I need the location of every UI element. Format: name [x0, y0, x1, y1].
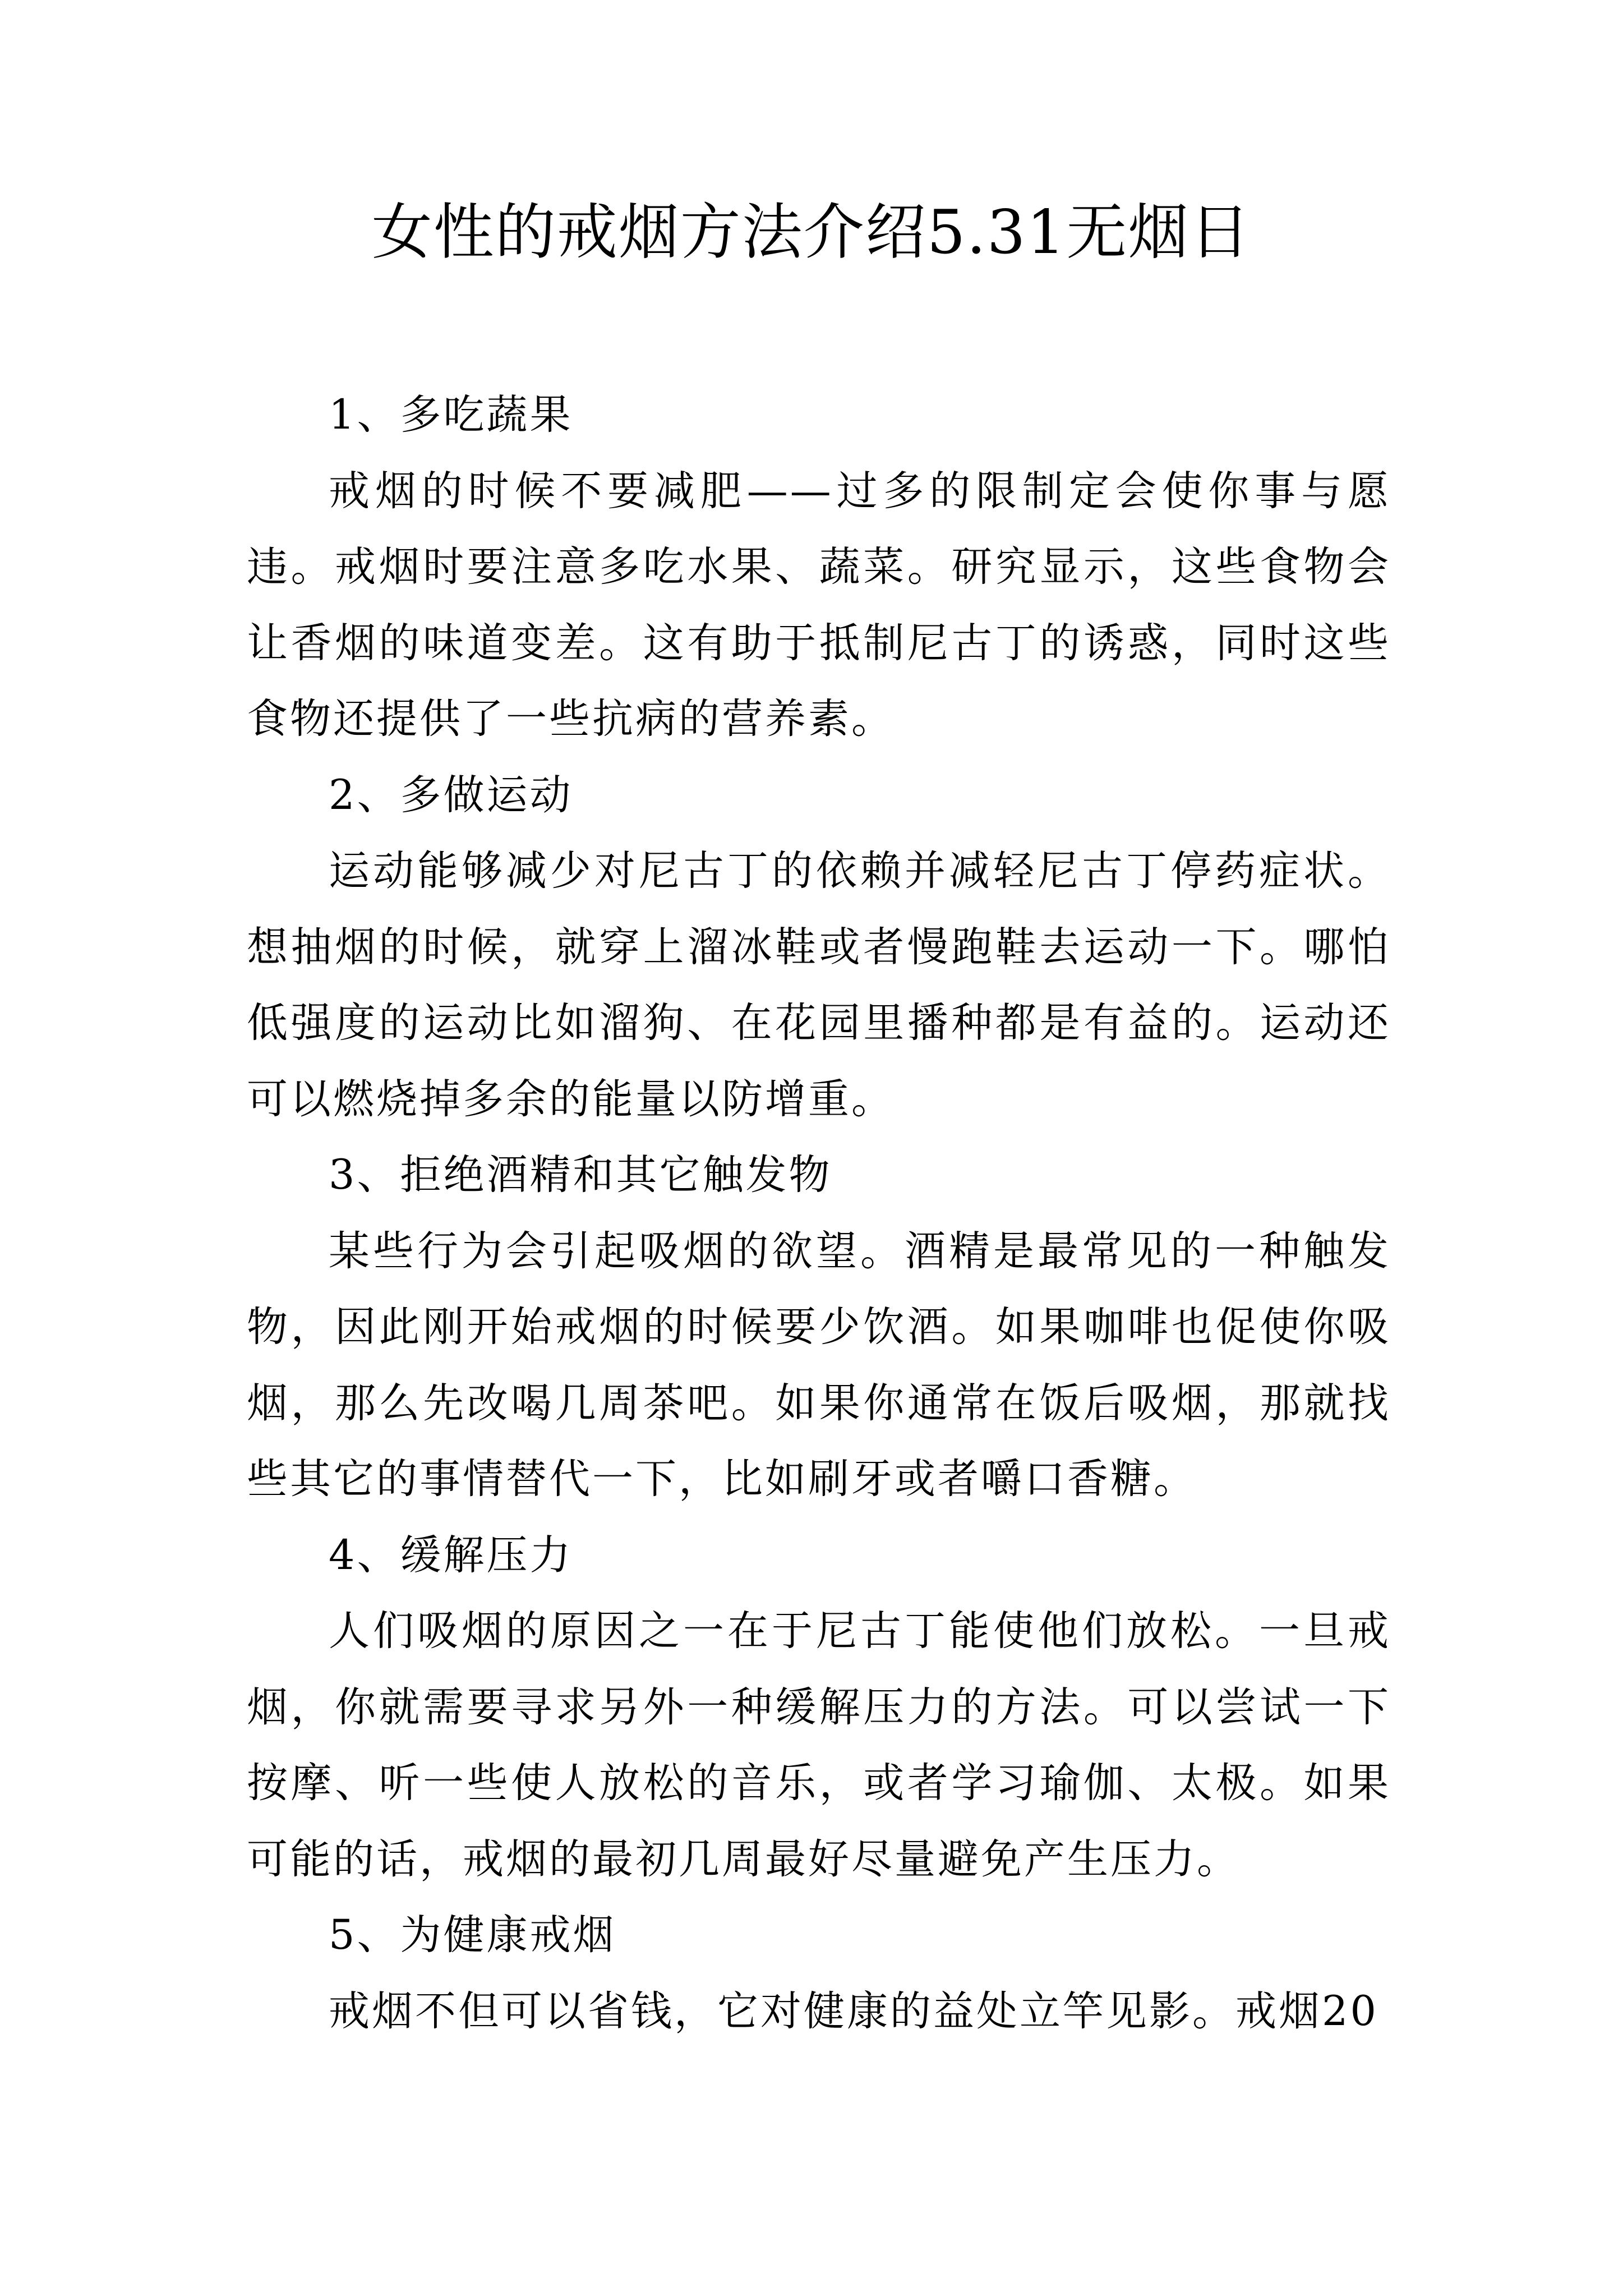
section-heading-1: 1、多吃蔬果 — [329, 391, 573, 439]
body-paragraph-5: 戒烟不但可以省钱，它对健康的益处立竿见影。戒烟20 — [329, 1987, 1378, 2035]
body-paragraph-1: 戒烟的时候不要减肥——过多的限制定会使你事与愿违。戒烟时要注意多吃水果、蔬菜。研究显示，这些食物会让香烟的味道变差。这有助于抵制尼古丁的诱惑，同时这些食物还提供了一些抗病的营养素。 — [247, 467, 1391, 743]
section-heading-2: 2、多做运动 — [329, 771, 573, 819]
section-heading-5: 5、为健康戒烟 — [329, 1911, 616, 1959]
document-title: 女性的戒烟方法介绍5.31无烟日 — [371, 197, 1252, 268]
body-paragraph-4: 人们吸烟的原因之一在于尼古丁能使他们放松。一旦戒烟，你就需要寻求另外一种缓解压力的方法。可以尝试一下按摩、听一些使人放松的音乐，或者学习瑜伽、太极。如果可能的话，戒烟的最初几周最好尽量避免产生压力。 — [247, 1607, 1391, 1883]
section-heading-3: 3、拒绝酒精和其它触发物 — [329, 1151, 832, 1199]
section-heading-4: 4、缓解压力 — [329, 1531, 573, 1579]
document-body — [247, 377, 1391, 2049]
body-paragraph-3: 某些行为会引起吸烟的欲望。酒精是最常见的一种触发物，因此刚开始戒烟的时候要少饮酒。如果咖啡也促使你吸烟，那么先改喝几周茶吧。如果你通常在饭后吸烟，那就找些其它的事情替代一下，比如刷牙或者嚼口香糖。 — [247, 1227, 1391, 1503]
body-paragraph-2: 运动能够减少对尼古丁的依赖并减轻尼古丁停药症状。想抽烟的时候，就穿上溜冰鞋或者慢跑鞋去运动一下。哪怕低强度的运动比如溜狗、在花园里播种都是有益的。运动还可以燃烧掉多余的能量以防增重。 — [247, 847, 1391, 1123]
